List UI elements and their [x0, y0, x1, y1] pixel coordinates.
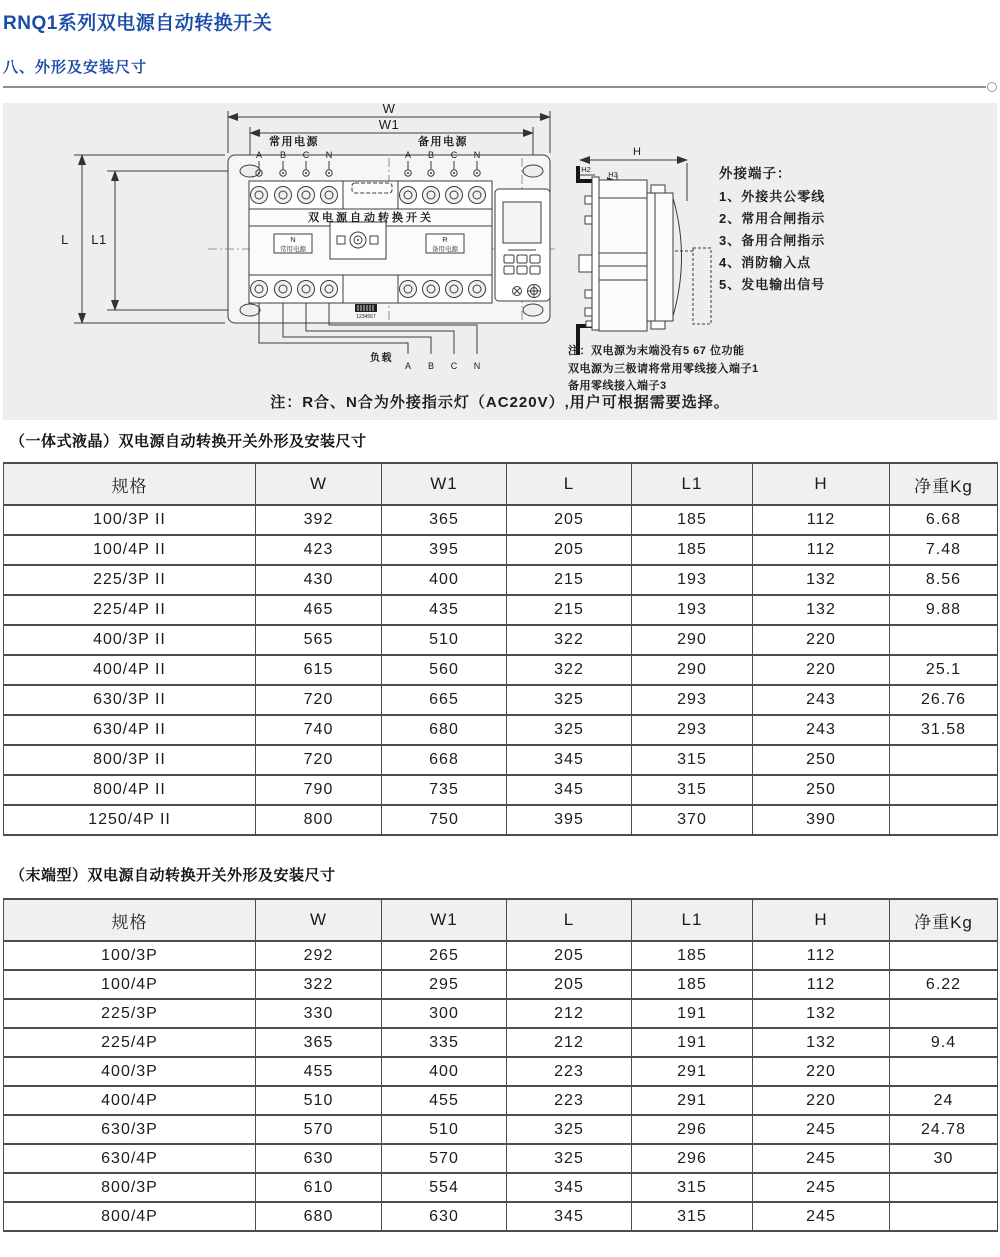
dim-w1-label: W1: [378, 117, 400, 132]
spec-cell: 630/4P II: [4, 715, 256, 745]
dim-cell: 185: [632, 535, 753, 565]
dim-cell: 315: [632, 775, 753, 805]
dim-cell: 185: [632, 505, 753, 535]
col-header-l: L: [507, 463, 632, 505]
table-row: [4, 1144, 998, 1173]
svg-text:B: B: [427, 361, 435, 371]
dim-cell: 290: [632, 625, 753, 655]
dim-cell: 392: [256, 505, 382, 535]
dim-cell: 455: [382, 1086, 507, 1115]
dim-cell: 365: [256, 1028, 382, 1057]
svg-text:C: C: [450, 150, 458, 160]
dim-cell: 212: [507, 999, 632, 1028]
dim-cell: 193: [632, 595, 753, 625]
dim-cell: 9.4: [890, 1028, 998, 1057]
r-box-sub: 备用电源: [432, 246, 458, 253]
dim-cell: 31.58: [890, 715, 998, 745]
spec-cell: 800/4P: [4, 1202, 256, 1231]
svg-text:B: B: [427, 150, 435, 160]
dim-w-label: W: [382, 103, 396, 116]
dim-cell: 630: [256, 1144, 382, 1173]
table-row: [4, 775, 998, 805]
spec-cell: 100/3P II: [4, 505, 256, 535]
dim-h3-label: H3: [608, 170, 618, 179]
dim-cell: 565: [256, 625, 382, 655]
spec-cell: 800/4P II: [4, 775, 256, 805]
spec-cell: 800/3P: [4, 1173, 256, 1202]
dim-cell: 400: [382, 1057, 507, 1086]
dim-cell: 112: [753, 505, 890, 535]
dim-cell: 435: [382, 595, 507, 625]
lcd-screen: [503, 202, 541, 243]
dim-cell: 570: [256, 1115, 382, 1144]
r-box-label: R: [442, 235, 448, 244]
lcd-panel: [495, 189, 550, 301]
col-header-h: H: [753, 463, 890, 505]
dim-cell: [890, 805, 998, 835]
dim-cell: 330: [256, 999, 382, 1028]
dim-cell: 132: [753, 565, 890, 595]
spec-cell: 800/3P II: [4, 745, 256, 775]
spec-cell: 400/4P: [4, 1086, 256, 1115]
dimension-diagram-panel: [3, 103, 997, 420]
dim-cell: 300: [382, 999, 507, 1028]
section-divider: [3, 86, 986, 88]
svg-text:A: A: [255, 150, 263, 160]
dim-cell: 510: [256, 1086, 382, 1115]
dim-cell: 296: [632, 1144, 753, 1173]
backup-power-label: 备用电源: [418, 136, 468, 148]
dim-cell: 800: [256, 805, 382, 835]
spec-cell: 400/3P: [4, 1057, 256, 1086]
table-row: [4, 505, 998, 535]
table-caption-terminal: （末端型）双电源自动转换开关外形及安装尺寸: [10, 867, 336, 884]
spec-cell: 225/3P: [4, 999, 256, 1028]
table-row: [4, 1057, 998, 1086]
dim-cell: 245: [753, 1115, 890, 1144]
dim-cell: 205: [507, 505, 632, 535]
dim-cell: 291: [632, 1086, 753, 1115]
dim-cell: 325: [507, 715, 632, 745]
spec-cell: 225/4P II: [4, 595, 256, 625]
dim-cell: 296: [632, 1115, 753, 1144]
dimensions-table-terminal: [3, 898, 998, 1232]
table-row: [4, 655, 998, 685]
dim-cell: 615: [256, 655, 382, 685]
spec-cell: 630/3P: [4, 1115, 256, 1144]
dim-cell: 322: [507, 655, 632, 685]
dim-cell: 243: [753, 715, 890, 745]
spec-cell: 100/3P: [4, 941, 256, 970]
spec-cell: 1250/4P II: [4, 805, 256, 835]
table-row: [4, 745, 998, 775]
dim-cell: 315: [632, 1173, 753, 1202]
dim-cell: 423: [256, 535, 382, 565]
table-row: [4, 1173, 998, 1202]
col-header-w: W: [256, 463, 382, 505]
dim-cell: 191: [632, 1028, 753, 1057]
dim-cell: 30: [890, 1144, 998, 1173]
dim-cell: [890, 625, 998, 655]
col-header-spec: 规格: [4, 899, 256, 941]
table-row: [4, 685, 998, 715]
load-label: 负载: [370, 353, 393, 364]
table-header-row: [4, 463, 998, 505]
svg-text:N: N: [325, 150, 333, 160]
table-row: [4, 565, 998, 595]
col-header-w: W: [256, 899, 382, 941]
dim-cell: 400: [382, 565, 507, 595]
dim-cell: [890, 941, 998, 970]
dim-cell: 9.88: [890, 595, 998, 625]
dim-l-label: L: [61, 232, 69, 247]
dim-cell: 243: [753, 685, 890, 715]
spec-cell: 100/4P: [4, 970, 256, 999]
dim-cell: 8.56: [890, 565, 998, 595]
table-row: [4, 535, 998, 565]
dim-cell: 185: [632, 970, 753, 999]
dim-cell: 345: [507, 1173, 632, 1202]
dim-cell: 325: [507, 1144, 632, 1173]
dim-cell: 345: [507, 1202, 632, 1231]
dim-cell: 315: [632, 745, 753, 775]
dim-cell: 7.48: [890, 535, 998, 565]
table-row: [4, 805, 998, 835]
dim-cell: 370: [632, 805, 753, 835]
svg-text:A: A: [404, 361, 412, 371]
dim-cell: 290: [632, 655, 753, 685]
dim-cell: 554: [382, 1173, 507, 1202]
svg-text:C: C: [450, 361, 458, 371]
dim-cell: 191: [632, 999, 753, 1028]
dim-cell: 790: [256, 775, 382, 805]
col-header-l: L: [507, 899, 632, 941]
table-row: [4, 1115, 998, 1144]
dim-cell: 570: [382, 1144, 507, 1173]
dim-cell: 395: [382, 535, 507, 565]
dim-cell: 325: [507, 1115, 632, 1144]
dimension-diagram: [3, 103, 997, 420]
dim-cell: 205: [507, 535, 632, 565]
dim-cell: 132: [753, 1028, 890, 1057]
device-title: 双电源自动转换开关: [308, 212, 434, 224]
spec-cell: 225/3P II: [4, 565, 256, 595]
svg-text:双电源为三极请将常用零线接入端子1: 双电源为三极请将常用零线接入端子1: [568, 363, 759, 375]
dim-cell: [890, 999, 998, 1028]
dim-cell: 291: [632, 1057, 753, 1086]
spec-cell: 225/4P: [4, 1028, 256, 1057]
table-row: [4, 999, 998, 1028]
svg-text:3、备用合闸指示: 3、备用合闸指示: [719, 233, 826, 248]
dim-cell: 560: [382, 655, 507, 685]
dim-cell: 750: [382, 805, 507, 835]
spec-cell: 630/4P: [4, 1144, 256, 1173]
dim-cell: 112: [753, 941, 890, 970]
dim-cell: 322: [256, 970, 382, 999]
table-row: [4, 1086, 998, 1115]
table-header-row: [4, 899, 998, 941]
dim-cell: 215: [507, 595, 632, 625]
spec-cell: 400/4P II: [4, 655, 256, 685]
table-row: [4, 625, 998, 655]
dim-cell: 265: [382, 941, 507, 970]
dim-cell: [890, 1173, 998, 1202]
dim-cell: 680: [382, 715, 507, 745]
table-row: [4, 1202, 998, 1231]
n-box-sub: 常用电源: [280, 246, 306, 253]
terminals-list: [719, 189, 825, 292]
dim-cell: 245: [753, 1144, 890, 1173]
dim-cell: 132: [753, 595, 890, 625]
dim-cell: 292: [256, 941, 382, 970]
dim-cell: 24: [890, 1086, 998, 1115]
dim-cell: 293: [632, 685, 753, 715]
dim-cell: 193: [632, 565, 753, 595]
dim-cell: 735: [382, 775, 507, 805]
svg-text:备用零线接入端子3: 备用零线接入端子3: [568, 380, 667, 392]
col-header-weight: 净重Kg: [890, 463, 998, 505]
dim-cell: 112: [753, 535, 890, 565]
dim-cell: 6.68: [890, 505, 998, 535]
dim-cell: 315: [632, 1202, 753, 1231]
dim-cell: 250: [753, 745, 890, 775]
dim-cell: 720: [256, 685, 382, 715]
load-phase-labels: [405, 361, 480, 371]
diagram-bottom-note: 注：R合、N合为外接指示灯（AC220V）,用户可根据需要选择。: [270, 394, 730, 411]
dim-cell: 322: [507, 625, 632, 655]
dim-cell: 665: [382, 685, 507, 715]
table-row: [4, 941, 998, 970]
table-caption-lcd: （一体式液晶）双电源自动转换开关外形及安装尺寸: [10, 433, 367, 450]
dim-cell: 365: [382, 505, 507, 535]
svg-text:1、外接共公零线: 1、外接共公零线: [719, 189, 826, 204]
side-notes: [568, 343, 759, 392]
dim-cell: [890, 1202, 998, 1231]
dim-cell: 465: [256, 595, 382, 625]
dim-cell: 455: [256, 1057, 382, 1086]
dim-cell: 25.1: [890, 655, 998, 685]
dim-cell: 510: [382, 1115, 507, 1144]
dim-cell: 220: [753, 1057, 890, 1086]
side-view: [578, 160, 711, 355]
dim-cell: 215: [507, 565, 632, 595]
dim-cell: 220: [753, 625, 890, 655]
section-heading: 八、外形及安装尺寸: [3, 59, 148, 76]
divider-dot: [987, 82, 997, 92]
dim-cell: 132: [753, 999, 890, 1028]
col-header-w1: W1: [382, 899, 507, 941]
table-row: [4, 1028, 998, 1057]
dim-cell: 24.78: [890, 1115, 998, 1144]
dim-cell: 245: [753, 1202, 890, 1231]
dim-cell: 335: [382, 1028, 507, 1057]
dim-cell: 220: [753, 655, 890, 685]
col-header-spec: 规格: [4, 463, 256, 505]
svg-text:N: N: [473, 150, 481, 160]
terminals-title: 外接端子：: [719, 166, 792, 181]
spec-cell: 400/3P II: [4, 625, 256, 655]
page-title: RNQ1系列双电源自动转换开关: [3, 13, 273, 34]
dim-cell: 205: [507, 941, 632, 970]
dim-cell: [890, 775, 998, 805]
dim-cell: 250: [753, 775, 890, 805]
dim-cell: 293: [632, 715, 753, 745]
dim-cell: 720: [256, 745, 382, 775]
table-row: [4, 595, 998, 625]
svg-text:B: B: [279, 150, 287, 160]
dim-cell: 325: [507, 685, 632, 715]
col-header-w1: W1: [382, 463, 507, 505]
dim-cell: 212: [507, 1028, 632, 1057]
table-row: [4, 970, 998, 999]
dim-cell: 223: [507, 1057, 632, 1086]
spec-cell: 630/3P II: [4, 685, 256, 715]
dim-l1-label: L1: [91, 232, 107, 247]
svg-text:注：双电源为末端没有5 67 位功能: 注：双电源为末端没有5 67 位功能: [568, 345, 745, 357]
svg-text:4、消防输入点: 4、消防输入点: [719, 255, 812, 270]
svg-text:N: N: [473, 361, 481, 371]
table-row: [4, 715, 998, 745]
col-header-h: H: [753, 899, 890, 941]
dimensions-table-lcd: [3, 462, 998, 836]
spec-cell: 100/4P II: [4, 535, 256, 565]
dim-cell: 610: [256, 1173, 382, 1202]
svg-text:5、发电输出信号: 5、发电输出信号: [719, 277, 826, 292]
dim-cell: 680: [256, 1202, 382, 1231]
dim-cell: 205: [507, 970, 632, 999]
dim-cell: [890, 745, 998, 775]
aux-strip-label: 1234567: [356, 314, 376, 320]
dim-cell: 345: [507, 775, 632, 805]
dim-h2-label: H2: [581, 165, 591, 174]
dim-h-label: H: [633, 146, 641, 158]
dim-cell: 430: [256, 565, 382, 595]
dim-cell: 345: [507, 745, 632, 775]
dim-cell: 112: [753, 970, 890, 999]
dim-cell: 223: [507, 1086, 632, 1115]
svg-text:C: C: [302, 150, 310, 160]
dim-cell: 245: [753, 1173, 890, 1202]
svg-text:A: A: [404, 150, 412, 160]
col-header-weight: 净重Kg: [890, 899, 998, 941]
dim-cell: 510: [382, 625, 507, 655]
dim-cell: 630: [382, 1202, 507, 1231]
dim-cell: 668: [382, 745, 507, 775]
n-box-label: N: [290, 235, 296, 244]
normal-power-label: 常用电源: [269, 136, 319, 148]
dim-cell: 390: [753, 805, 890, 835]
dim-cell: [890, 1057, 998, 1086]
col-header-l1: L1: [632, 899, 753, 941]
dim-cell: 295: [382, 970, 507, 999]
dim-cell: 6.22: [890, 970, 998, 999]
svg-text:2、常用合闸指示: 2、常用合闸指示: [719, 211, 826, 226]
dim-cell: 26.76: [890, 685, 998, 715]
col-header-l1: L1: [632, 463, 753, 505]
dim-cell: 220: [753, 1086, 890, 1115]
dim-cell: 740: [256, 715, 382, 745]
dim-cell: 395: [507, 805, 632, 835]
dim-cell: 185: [632, 941, 753, 970]
